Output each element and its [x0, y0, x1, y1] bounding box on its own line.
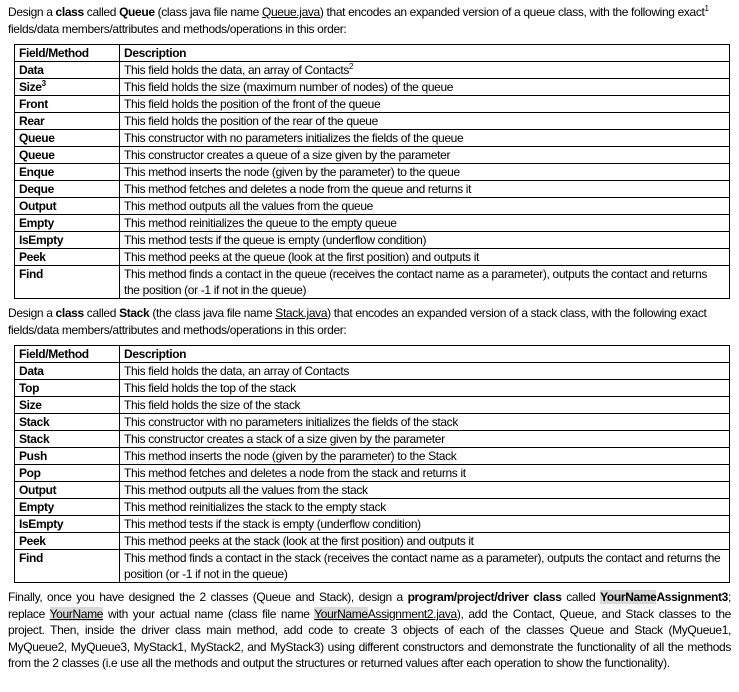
- field-name: [15, 96, 120, 113]
- field-description: [120, 249, 730, 266]
- text: This method reinitializes the stack to the empty stack: [124, 500, 386, 514]
- table-row: [15, 533, 730, 550]
- text: Output: [19, 199, 57, 213]
- queue-table: [14, 44, 730, 299]
- text: Assignment2.java: [367, 606, 457, 621]
- text: Queue: [19, 131, 55, 145]
- text: This method inserts the node (given by the parameter) to the Stack: [124, 449, 457, 463]
- table-row: [15, 465, 730, 482]
- field-description: [120, 448, 730, 465]
- field-description: [120, 215, 730, 232]
- field-name: [15, 249, 120, 266]
- field-description: [120, 181, 730, 198]
- text: Rear: [19, 114, 45, 128]
- field-name: [15, 215, 120, 232]
- text: This method reinitializes the queue to the empty queue: [124, 216, 397, 230]
- field-description: [120, 380, 730, 397]
- header-cell: Field/Method: [15, 346, 120, 363]
- text: Find: [19, 551, 43, 565]
- filename-link: Stack.java: [275, 306, 328, 320]
- text: This constructor creates a queue of a size given by the parameter: [124, 148, 451, 162]
- text: This method peeks at the stack (look at the first position) and outputs it: [124, 534, 474, 548]
- table-row: [15, 62, 730, 79]
- text: Push: [19, 449, 47, 463]
- text: class: [55, 306, 84, 320]
- text: This method finds a contact in the stack (receives the contact name as a parameter), outputs the contact and returns the position (or -1 if not in the queue): [124, 551, 721, 581]
- text: YourName: [49, 606, 104, 621]
- filename-link: Queue.java: [261, 5, 320, 19]
- text: Empty: [19, 500, 54, 514]
- text: This method fetches and deletes a node from the stack and returns it: [124, 466, 466, 480]
- field-description: [120, 130, 730, 147]
- text: This constructor with no parameters initializes the fields of the stack: [124, 415, 458, 429]
- final-paragraph: [8, 589, 731, 672]
- field-description: [120, 414, 730, 431]
- text: Output: [19, 483, 57, 497]
- table-row: [15, 249, 730, 266]
- field-name: [15, 266, 120, 299]
- field-name: [15, 363, 120, 380]
- table-row: [15, 232, 730, 249]
- table-row: [15, 266, 730, 299]
- field-name: [15, 448, 120, 465]
- field-description: [120, 550, 730, 583]
- field-name: [15, 431, 120, 448]
- header-cell: Description: [120, 45, 730, 62]
- table-row: [15, 198, 730, 215]
- field-name: [15, 533, 120, 550]
- text: This constructor with no parameters initializes the fields of the queue: [124, 131, 464, 145]
- text: Data: [19, 63, 44, 77]
- field-description: [120, 198, 730, 215]
- header-cell: Field/Method: [15, 45, 120, 62]
- text: This method inserts the node (given by the parameter) to the queue: [124, 165, 460, 179]
- field-name: [15, 482, 120, 499]
- text: IsEmpty: [19, 233, 64, 247]
- text: class: [55, 5, 84, 19]
- text: Size: [19, 80, 42, 94]
- text: called: [561, 590, 601, 604]
- text: Stack: [19, 415, 50, 429]
- text: ; replace: [8, 590, 731, 621]
- field-description: [120, 79, 730, 96]
- field-name: [15, 79, 120, 96]
- table-row: [15, 448, 730, 465]
- text: program/project/driver class: [407, 590, 562, 604]
- field-description: [120, 482, 730, 499]
- table-header: [15, 45, 730, 62]
- field-description: [120, 96, 730, 113]
- text: Queue: [119, 5, 155, 19]
- table-row: [15, 363, 730, 380]
- table-row: [15, 397, 730, 414]
- table-row: [15, 516, 730, 533]
- text: Deque: [19, 182, 54, 196]
- field-description: [120, 164, 730, 181]
- text: called: [83, 306, 120, 320]
- field-name: [15, 397, 120, 414]
- text: Stack: [119, 306, 150, 320]
- field-name: [15, 62, 120, 79]
- text: This method outputs all the values from the queue: [124, 199, 374, 213]
- field-name: [15, 550, 120, 583]
- field-name: [15, 113, 120, 130]
- text: This method finds a contact in the queue (receives the contact name as a parameter), outputs the contact and returns the position (or -1 if not in the queue): [124, 267, 708, 297]
- text: Finally, once you have designed the 2 classes (Queue and Stack), design a: [8, 590, 408, 604]
- text: Find: [19, 267, 43, 281]
- table-row: [15, 550, 730, 583]
- stack-intro: [8, 305, 731, 339]
- text: Design a: [8, 306, 56, 320]
- table-row: [15, 431, 730, 448]
- field-name: [15, 414, 120, 431]
- field-description: [120, 363, 730, 380]
- text: This constructor creates a stack of a size given by the parameter: [124, 432, 445, 446]
- table-row: [15, 181, 730, 198]
- text: Peek: [19, 534, 46, 548]
- text: ) that encodes an expanded version of a queue class, with the following exact: [319, 5, 705, 19]
- text: Stack: [19, 432, 50, 446]
- field-description: [120, 113, 730, 130]
- text: (the class java file name: [149, 306, 276, 320]
- text: Peek: [19, 250, 46, 264]
- table-row: [15, 414, 730, 431]
- field-name: [15, 164, 120, 181]
- field-description: [120, 62, 730, 79]
- text: ) that encodes an expanded version of a stack class, with the following exact fields/data members/attributes and methods/operations in this order:: [8, 306, 707, 337]
- field-description: [120, 266, 730, 299]
- field-description: [120, 516, 730, 533]
- header-cell: Description: [120, 346, 730, 363]
- text: Front: [19, 97, 48, 111]
- text: This field holds the size (maximum number of nodes) of the queue: [124, 80, 454, 94]
- text: called: [83, 5, 120, 19]
- text: ), add the Contact, Queue, and Stack classes to the project. Then, inside the driver class main method, add code to create 3 objects of each of the classes Queue and Stack (MyQueue1, MyQueue2, MyQueue3, MyStack1, MyStack2, and MyStack3) using different constructors and demonstrate the functionality of all the methods from the 2 classes (i.e use all the methods and output the structures or returned values after each operation to show the functionality).: [8, 606, 731, 670]
- text: This field holds the data, an array of Contacts: [124, 63, 350, 77]
- table-row: [15, 113, 730, 130]
- footnote-ref: 3: [41, 79, 46, 88]
- footnote-ref: 1: [704, 4, 709, 13]
- text: IsEmpty: [19, 517, 64, 531]
- table-row: [15, 499, 730, 516]
- field-description: [120, 147, 730, 164]
- table-row: [15, 130, 730, 147]
- table-row: [15, 79, 730, 96]
- text: Size: [19, 398, 42, 412]
- table-row: [15, 482, 730, 499]
- text: with your actual name (class file name: [103, 606, 315, 621]
- field-name: [15, 516, 120, 533]
- text: YourName: [600, 590, 657, 604]
- field-name: [15, 147, 120, 164]
- text: YourName: [314, 606, 368, 621]
- text: This method peeks at the queue (look at the first position) and outputs it: [124, 250, 479, 264]
- table-row: [15, 96, 730, 113]
- field-description: [120, 232, 730, 249]
- text: This field holds the data, an array of Contacts: [124, 364, 350, 378]
- field-description: [120, 397, 730, 414]
- text: This field holds the size of the stack: [124, 398, 301, 412]
- text: This method outputs all the values from the stack: [124, 483, 368, 497]
- table-header: [15, 346, 730, 363]
- text: Data: [19, 364, 44, 378]
- field-description: [120, 533, 730, 550]
- text: This method tests if the stack is empty (underflow condition): [124, 517, 421, 531]
- field-name: [15, 465, 120, 482]
- field-name: [15, 130, 120, 147]
- table-row: [15, 164, 730, 181]
- field-name: [15, 380, 120, 397]
- text: Pop: [19, 466, 41, 480]
- field-name: [15, 198, 120, 215]
- table-row: [15, 380, 730, 397]
- text: Queue: [19, 148, 55, 162]
- queue-intro: [8, 4, 731, 38]
- field-name: [15, 232, 120, 249]
- text: Design a: [8, 5, 56, 19]
- text: fields/data members/attributes and methods/operations in this order:: [8, 22, 347, 36]
- table-row: [15, 215, 730, 232]
- stack-table: [14, 345, 730, 583]
- text: Assignment3: [656, 590, 728, 604]
- field-name: [15, 499, 120, 516]
- field-description: [120, 499, 730, 516]
- text: This field holds the position of the front of the queue: [124, 97, 381, 111]
- text: This field holds the top of the stack: [124, 381, 296, 395]
- text: (class java file name: [154, 5, 262, 19]
- field-description: [120, 465, 730, 482]
- text: This method fetches and deletes a node from the queue and returns it: [124, 182, 472, 196]
- field-name: [15, 181, 120, 198]
- text: Enque: [19, 165, 54, 179]
- table-row: [15, 147, 730, 164]
- footnote-ref: 2: [349, 62, 354, 71]
- field-description: [120, 431, 730, 448]
- text: This method tests if the queue is empty (underflow condition): [124, 233, 427, 247]
- text: Top: [19, 381, 40, 395]
- text: This field holds the position of the rear of the queue: [124, 114, 378, 128]
- text: Empty: [19, 216, 54, 230]
